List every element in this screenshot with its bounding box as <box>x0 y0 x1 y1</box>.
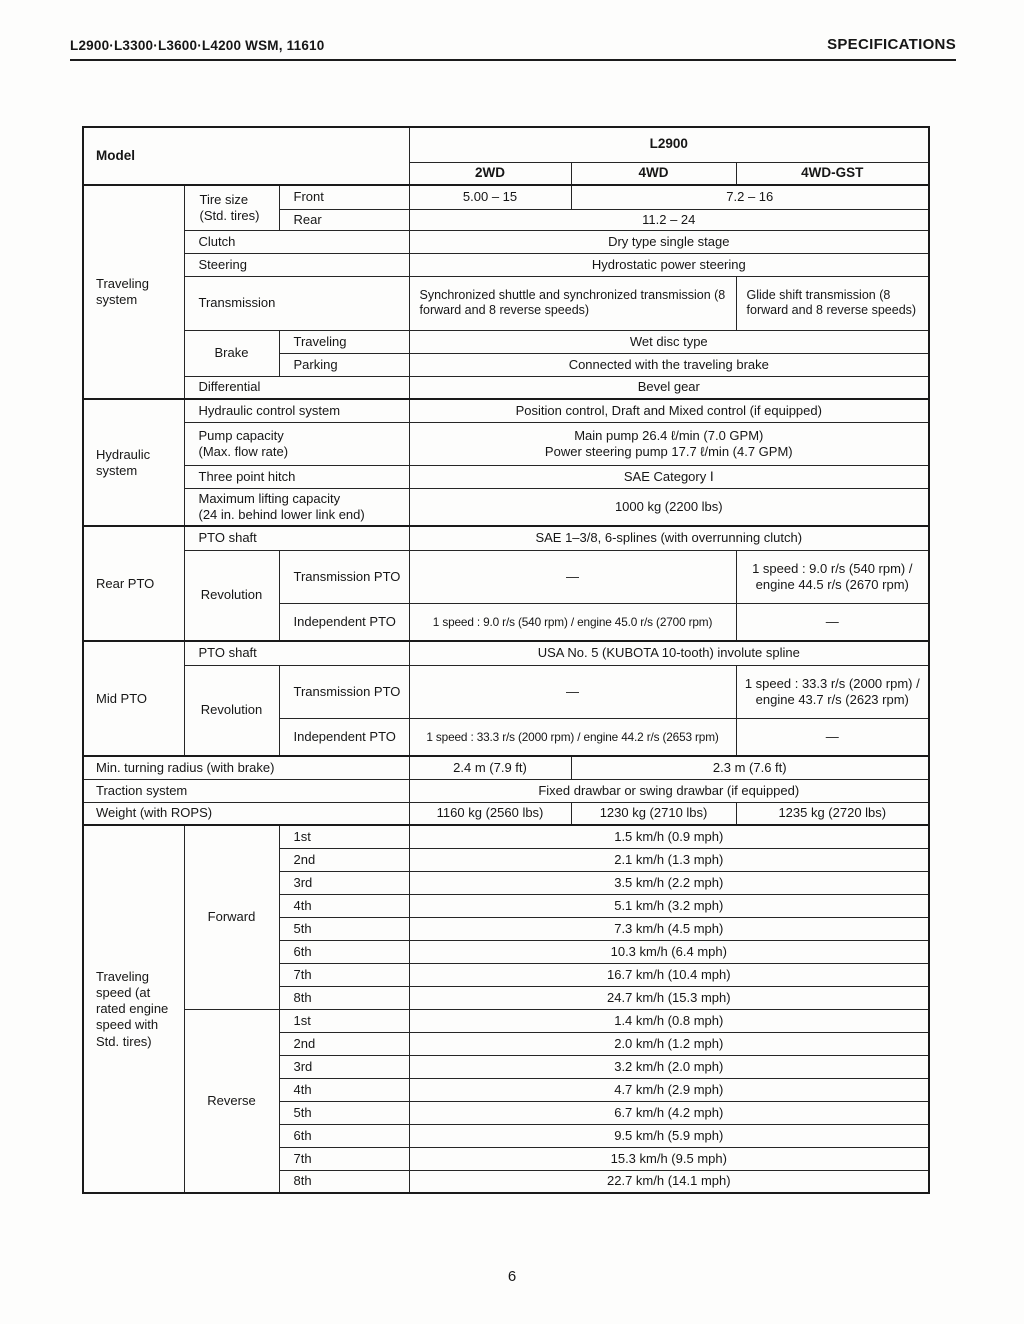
forward-label: Forward <box>184 825 279 1009</box>
rear-pto-shaft-label: PTO shaft <box>184 526 409 550</box>
group-mid-pto: Mid PTO <box>83 641 184 756</box>
page-number: 6 <box>507 1268 517 1285</box>
clutch-value: Dry type single stage <box>409 230 929 253</box>
rear-transmission-pto-gst: 1 speed : 9.0 r/s (540 rpm) / engine 44.5 r/s (2670 rpm) <box>736 550 929 603</box>
tire-rear-label: Rear <box>279 209 409 230</box>
weight-2wd: 1160 kg (2560 lbs) <box>409 802 571 825</box>
reverse-gear-value: 3.2 km/h (2.0 mph) <box>409 1055 929 1078</box>
forward-gear-label: 2nd <box>279 848 409 871</box>
table-row <box>83 550 929 603</box>
reverse-gear-value: 1.4 km/h (0.8 mph) <box>409 1009 929 1032</box>
table-row <box>83 779 929 802</box>
forward-gear-value: 7.3 km/h (4.5 mph) <box>409 917 929 940</box>
model-name: L2900 <box>409 127 929 162</box>
forward-gear-value: 2.1 km/h (1.3 mph) <box>409 848 929 871</box>
traction-system-label: Traction system <box>83 779 409 802</box>
mid-transmission-pto-label: Transmission PTO <box>279 665 409 718</box>
tire-front-4wd: 7.2 – 16 <box>571 185 929 209</box>
reverse-gear-label: 8th <box>279 1170 409 1193</box>
forward-gear-label: 8th <box>279 986 409 1009</box>
reverse-gear-label: 6th <box>279 1124 409 1147</box>
table-row <box>83 665 929 718</box>
rear-pto-shaft-value: SAE 1–3/8, 6-splines (with overrunning clutch) <box>409 526 929 550</box>
forward-gear-label: 7th <box>279 963 409 986</box>
mid-independent-pto-label: Independent PTO <box>279 718 409 756</box>
forward-gear-value: 10.3 km/h (6.4 mph) <box>409 940 929 963</box>
lifting-capacity-label: Maximum lifting capacity (24 in. behind lower link end) <box>184 488 409 526</box>
tire-front-2wd: 5.00 – 15 <box>409 185 571 209</box>
table-row <box>83 526 929 550</box>
running-header <box>70 36 956 61</box>
group-hydraulic-system: Hydraulic system <box>83 399 184 526</box>
brake-parking-value: Connected with the traveling brake <box>409 353 929 376</box>
mid-pto-shaft-label: PTO shaft <box>184 641 409 665</box>
forward-gear-label: 6th <box>279 940 409 963</box>
reverse-gear-value: 4.7 km/h (2.9 mph) <box>409 1078 929 1101</box>
table-row <box>83 330 929 353</box>
table-row <box>83 641 929 665</box>
three-point-hitch-value: SAE Category Ⅰ <box>409 465 929 488</box>
clutch-label: Clutch <box>184 230 409 253</box>
transmission-label: Transmission <box>184 276 409 330</box>
differential-label: Differential <box>184 376 409 399</box>
table-row <box>83 465 929 488</box>
pump-capacity-label: Pump capacity (Max. flow rate) <box>184 422 409 465</box>
variant-4wd: 4WD <box>571 162 736 185</box>
differential-value: Bevel gear <box>409 376 929 399</box>
tire-size-label: Tire size (Std. tires) <box>184 185 279 230</box>
rear-independent-pto-label: Independent PTO <box>279 603 409 641</box>
steering-label: Steering <box>184 253 409 276</box>
hydraulic-control-label: Hydraulic control system <box>184 399 409 422</box>
forward-gear-value: 24.7 km/h (15.3 mph) <box>409 986 929 1009</box>
rear-pto-revolution-label: Revolution <box>184 550 279 641</box>
rear-transmission-pto-std: — <box>409 550 736 603</box>
forward-gear-value: 5.1 km/h (3.2 mph) <box>409 894 929 917</box>
specifications-table <box>82 126 930 1194</box>
steering-value: Hydrostatic power steering <box>409 253 929 276</box>
section-title: SPECIFICATIONS <box>827 36 956 53</box>
reverse-gear-label: 2nd <box>279 1032 409 1055</box>
table-row <box>83 1009 929 1032</box>
tire-front-label: Front <box>279 185 409 209</box>
variant-4wd-gst: 4WD-GST <box>736 162 929 185</box>
rear-independent-pto-std: 1 speed : 9.0 r/s (540 rpm) / engine 45.0 r/s (2700 rpm) <box>409 603 736 641</box>
table-row <box>83 488 929 526</box>
mid-pto-revolution-label: Revolution <box>184 665 279 756</box>
reverse-gear-value: 2.0 km/h (1.2 mph) <box>409 1032 929 1055</box>
table-row <box>83 376 929 399</box>
reverse-gear-value: 9.5 km/h (5.9 mph) <box>409 1124 929 1147</box>
turning-radius-4wd: 2.3 m (7.6 ft) <box>571 756 929 779</box>
variant-2wd: 2WD <box>409 162 571 185</box>
brake-parking-label: Parking <box>279 353 409 376</box>
reverse-gear-value: 6.7 km/h (4.2 mph) <box>409 1101 929 1124</box>
table-row <box>83 422 929 465</box>
table-row <box>83 825 929 848</box>
brake-label: Brake <box>184 330 279 376</box>
transmission-gst-value: Glide shift transmission (8 forward and 8 reverse speeds) <box>736 276 929 330</box>
table-row <box>83 756 929 779</box>
forward-gear-value: 16.7 km/h (10.4 mph) <box>409 963 929 986</box>
table-row <box>83 185 929 209</box>
transmission-std-value: Synchronized shuttle and synchronized transmission (8 forward and 8 reverse speeds) <box>409 276 736 330</box>
table-row <box>83 230 929 253</box>
rear-independent-pto-gst: — <box>736 603 929 641</box>
traction-system-value: Fixed drawbar or swing drawbar (if equipped) <box>409 779 929 802</box>
rear-transmission-pto-label: Transmission PTO <box>279 550 409 603</box>
group-traveling-system: Traveling system <box>83 185 184 399</box>
model-header: Model <box>83 127 409 185</box>
forward-gear-label: 4th <box>279 894 409 917</box>
reverse-gear-label: 5th <box>279 1101 409 1124</box>
reverse-gear-label: 4th <box>279 1078 409 1101</box>
mid-transmission-pto-gst: 1 speed : 33.3 r/s (2000 rpm) / engine 43.7 r/s (2623 rpm) <box>736 665 929 718</box>
table-row <box>83 802 929 825</box>
reverse-gear-value: 15.3 km/h (9.5 mph) <box>409 1147 929 1170</box>
weight-gst: 1235 kg (2720 lbs) <box>736 802 929 825</box>
manual-title: L2900·L3300·L3600·L4200 WSM, 11610 <box>70 38 325 53</box>
weight-4wd: 1230 kg (2710 lbs) <box>571 802 736 825</box>
lifting-capacity-value: 1000 kg (2200 lbs) <box>409 488 929 526</box>
reverse-label: Reverse <box>184 1009 279 1193</box>
forward-gear-value: 3.5 km/h (2.2 mph) <box>409 871 929 894</box>
turning-radius-2wd: 2.4 m (7.9 ft) <box>409 756 571 779</box>
brake-traveling-value: Wet disc type <box>409 330 929 353</box>
table-row <box>83 253 929 276</box>
forward-gear-value: 1.5 km/h (0.9 mph) <box>409 825 929 848</box>
reverse-gear-value: 22.7 km/h (14.1 mph) <box>409 1170 929 1193</box>
mid-independent-pto-std: 1 speed : 33.3 r/s (2000 rpm) / engine 44.2 r/s (2653 rpm) <box>409 718 736 756</box>
three-point-hitch-label: Three point hitch <box>184 465 409 488</box>
table-row <box>83 399 929 422</box>
tire-rear-value: 11.2 – 24 <box>409 209 929 230</box>
reverse-gear-label: 1st <box>279 1009 409 1032</box>
mid-independent-pto-gst: — <box>736 718 929 756</box>
mid-transmission-pto-std: — <box>409 665 736 718</box>
group-rear-pto: Rear PTO <box>83 526 184 641</box>
pump-capacity-value: Main pump 26.4 ℓ/min (7.0 GPM) Power steering pump 17.7 ℓ/min (4.7 GPM) <box>409 422 929 465</box>
forward-gear-label: 1st <box>279 825 409 848</box>
reverse-gear-label: 3rd <box>279 1055 409 1078</box>
forward-gear-label: 3rd <box>279 871 409 894</box>
group-traveling-speed: Traveling speed (at rated engine speed with Std. tires) <box>83 825 184 1193</box>
mid-pto-shaft-value: USA No. 5 (KUBOTA 10-tooth) involute spline <box>409 641 929 665</box>
hydraulic-control-value: Position control, Draft and Mixed control (if equipped) <box>409 399 929 422</box>
table-row <box>83 276 929 330</box>
turning-radius-label: Min. turning radius (with brake) <box>83 756 409 779</box>
reverse-gear-label: 7th <box>279 1147 409 1170</box>
brake-traveling-label: Traveling <box>279 330 409 353</box>
weight-label: Weight (with ROPS) <box>83 802 409 825</box>
forward-gear-label: 5th <box>279 917 409 940</box>
